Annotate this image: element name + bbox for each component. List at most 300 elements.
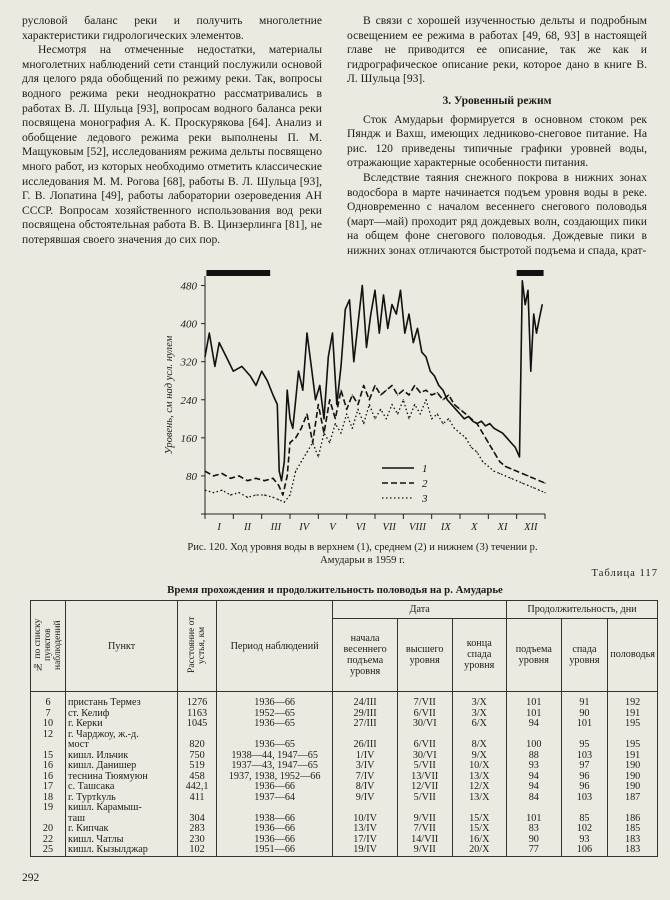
cell-flood: 190 bbox=[608, 761, 658, 772]
left-paragraph-2: Несмотря на отмеченные недостатки, материалы многолетних наблюдений сети станций послужили основой для целого ряда обобщений по режиму реки. Так, вопросы водного режима реки неоднократно рассматривались в работах В. Л. Шульца [93], вопросам водного баланса реки посвящена монография А. К. Проскурякова [64]. Анализ и обобщение ледового режима реки выполнены П. М. Мащуковым [52], исследованиям режима дельты посвящено много работ, из которых необходимо отметить классические исследования М. М. Рогова [68], работы В. Л. Шульца [93], Г. В. Лопатина [49], работы лаборатории озероведения АН СССР. Вопросам хозяйственного использования вод реки посвящена обстоятельная работа В. В. Цинзерлинга [81], не потерявшая своего значения до сих пор. bbox=[22, 43, 322, 246]
series-3-point bbox=[306, 452, 307, 453]
series-2-point bbox=[204, 471, 205, 472]
series-2-point bbox=[403, 390, 404, 391]
series-1-point bbox=[539, 318, 540, 319]
cell-name: кишл. Кызылджар bbox=[66, 845, 178, 856]
table-row bbox=[31, 782, 658, 793]
y-tick-label: 400 bbox=[180, 318, 197, 331]
cell-num: 10 bbox=[31, 719, 66, 730]
table-title: Время прохождения и продолжительность половодья на р. Амударье bbox=[167, 584, 503, 596]
series-1-point bbox=[459, 413, 460, 414]
series-1-point bbox=[396, 314, 397, 315]
series-2-point bbox=[499, 461, 500, 462]
series-3-point bbox=[493, 471, 494, 472]
cell-num: 25 bbox=[31, 845, 66, 856]
cell-period: 1937—64 bbox=[216, 793, 332, 804]
cell-num: 6 bbox=[31, 692, 66, 709]
series-1-point bbox=[298, 371, 299, 372]
series-1-point bbox=[442, 390, 443, 391]
series-3-point bbox=[204, 490, 205, 491]
cell-end: 13/X bbox=[452, 793, 506, 804]
series-2-point bbox=[425, 390, 426, 391]
series-2-point bbox=[289, 442, 290, 443]
series-3-point bbox=[255, 494, 256, 495]
series-2-point bbox=[295, 437, 296, 438]
series-2-point bbox=[238, 475, 239, 476]
cell-dist: 1045 bbox=[178, 719, 217, 730]
cell-start: 10/IV bbox=[333, 814, 398, 825]
cell-start: 1/IV bbox=[333, 751, 398, 762]
series-1-point bbox=[481, 421, 482, 422]
cell-rise: 101 bbox=[506, 814, 561, 825]
series-3-point bbox=[284, 502, 285, 503]
cell-name: теснина Тюямуюн bbox=[66, 772, 178, 783]
cell-start: 3/IV bbox=[333, 761, 398, 772]
series-3-point bbox=[247, 497, 248, 498]
series-3-point bbox=[301, 461, 302, 462]
series-1-point bbox=[306, 333, 307, 334]
series-2-point bbox=[448, 394, 449, 395]
series-2-point bbox=[397, 394, 398, 395]
cell-fall: 95 bbox=[561, 740, 608, 751]
left-text-column bbox=[22, 14, 322, 248]
series-2-point bbox=[278, 485, 279, 486]
table-row bbox=[31, 719, 658, 730]
series-2-point bbox=[539, 480, 540, 481]
series-2-point bbox=[318, 404, 319, 405]
cell-name: г. Туртkуль bbox=[66, 793, 178, 804]
series-3-point bbox=[312, 442, 313, 443]
cell-flood: 191 bbox=[608, 709, 658, 720]
cell-start: 17/IV bbox=[333, 835, 398, 846]
series-2-point bbox=[255, 478, 256, 479]
cell-end: 20/X bbox=[452, 845, 506, 856]
cell-fall: 103 bbox=[561, 751, 608, 762]
table-row bbox=[31, 740, 658, 751]
series-1-point bbox=[287, 390, 288, 391]
series-2-point bbox=[431, 394, 432, 395]
series-2-point bbox=[357, 404, 358, 405]
series-2-point bbox=[493, 452, 494, 453]
series-1-point bbox=[219, 342, 220, 343]
series-2-point bbox=[505, 466, 506, 467]
series-3-point bbox=[454, 428, 455, 429]
cell-dist: 1163 bbox=[178, 709, 217, 720]
series-2-point bbox=[476, 423, 477, 424]
table-row bbox=[31, 803, 658, 814]
series-3-point bbox=[448, 418, 449, 419]
series-3-point bbox=[431, 418, 432, 419]
cell-max: 30/VI bbox=[397, 719, 452, 730]
cell-max: 6/VII bbox=[397, 709, 452, 720]
series-3-point bbox=[278, 499, 279, 500]
cell-period: 1936—66 bbox=[216, 835, 332, 846]
cell-name: кишл. Ильчик bbox=[66, 751, 178, 762]
cell-max: 14/VII bbox=[397, 835, 452, 846]
series-2-point bbox=[522, 473, 523, 474]
series-1-point bbox=[357, 323, 358, 324]
cell-flood: 190 bbox=[608, 772, 658, 783]
series-3-point bbox=[357, 409, 358, 410]
header-duration-group: Продолжительность, дни bbox=[506, 601, 657, 619]
series-3-point bbox=[544, 492, 545, 493]
month-label: XI bbox=[497, 522, 508, 533]
cell-num: 16 bbox=[31, 772, 66, 783]
cell-name: г. Чарджоу, ж.-д. bbox=[66, 730, 178, 741]
cell-flood: 190 bbox=[608, 782, 658, 793]
cell-num: 12 bbox=[31, 730, 66, 741]
cell-period: 1952—65 bbox=[216, 709, 332, 720]
series-2-point bbox=[287, 475, 288, 476]
series-1-point bbox=[400, 290, 401, 291]
series-2-point bbox=[272, 478, 273, 479]
cell-max: 12/VII bbox=[397, 782, 452, 793]
series-3-point bbox=[522, 483, 523, 484]
series-1-point bbox=[489, 423, 490, 424]
series-2-point bbox=[420, 392, 421, 393]
series-2-point bbox=[374, 385, 375, 386]
cell-rise: 101 bbox=[506, 709, 561, 720]
series-3-point bbox=[386, 418, 387, 419]
header-distance: Расстояние от устья, км bbox=[178, 601, 217, 692]
series-3-point bbox=[335, 423, 336, 424]
header-date-max: высшего уровня bbox=[397, 618, 452, 691]
table-row bbox=[31, 845, 658, 856]
table-row bbox=[31, 824, 658, 835]
table-row bbox=[31, 709, 658, 720]
series-3-point bbox=[272, 497, 273, 498]
series-1-point bbox=[226, 356, 227, 357]
cell-rise: 94 bbox=[506, 719, 561, 730]
series-1-point bbox=[417, 328, 418, 329]
series-3-line bbox=[205, 400, 545, 502]
cell-dist: 411 bbox=[178, 793, 217, 804]
month-label: III bbox=[270, 522, 282, 533]
y-tick-label: 240 bbox=[180, 394, 197, 407]
cell-name: ст. Келиф bbox=[66, 709, 178, 720]
cell-end: 3/X bbox=[452, 709, 506, 720]
series-1-point bbox=[404, 333, 405, 334]
right-paragraph-2: Сток Амударьи формируется в основном стоком рек Пяндж и Вахш, имеющих ледниково-снеговое питание. На рис. 120 приведены типичные графики уровней воды, отражающие характерные особенности питания. bbox=[347, 112, 647, 170]
cell-flood: 192 bbox=[608, 692, 658, 709]
series-1-point bbox=[345, 309, 346, 310]
cell-end: 12/X bbox=[452, 782, 506, 793]
series-1-point bbox=[366, 347, 367, 348]
right-text-column bbox=[347, 14, 647, 259]
header-number: № по списку пунктов наблюдений bbox=[31, 601, 66, 692]
cell-start: 29/III bbox=[333, 709, 398, 720]
series-1-point bbox=[525, 304, 526, 305]
cell-rise: 84 bbox=[506, 793, 561, 804]
series-1-line bbox=[205, 281, 542, 481]
cell-fall: 102 bbox=[561, 824, 608, 835]
series-1-point bbox=[502, 433, 503, 434]
series-1-point bbox=[391, 304, 392, 305]
cell-dist: 230 bbox=[178, 835, 217, 846]
cell-flood: 195 bbox=[608, 719, 658, 730]
month-label: VIII bbox=[409, 522, 426, 533]
cell-name: кишл. Чатлы bbox=[66, 835, 178, 846]
series-2-point bbox=[510, 468, 511, 469]
series-1-point bbox=[451, 404, 452, 405]
series-3-point bbox=[380, 409, 381, 410]
series-2-point bbox=[306, 413, 307, 414]
series-3-point bbox=[488, 466, 489, 467]
series-1-point bbox=[340, 366, 341, 367]
series-1-point bbox=[315, 399, 316, 400]
y-tick-label: 80 bbox=[186, 470, 197, 483]
cell-dist: 1276 bbox=[178, 692, 217, 709]
series-1-point bbox=[353, 361, 354, 362]
series-1-point bbox=[527, 290, 528, 291]
cell-fall: 96 bbox=[561, 782, 608, 793]
series-3-point bbox=[230, 494, 231, 495]
cell-start: 9/IV bbox=[333, 793, 398, 804]
cell-period bbox=[216, 803, 332, 814]
series-1-point bbox=[279, 471, 280, 472]
series-2-point bbox=[488, 442, 489, 443]
series-3-point bbox=[476, 452, 477, 453]
cell-period: 1951—66 bbox=[216, 845, 332, 856]
series-1-point bbox=[302, 390, 303, 391]
cell-end: 15/X bbox=[452, 814, 506, 825]
cell-rise: 77 bbox=[506, 845, 561, 856]
series-1-point bbox=[292, 428, 293, 429]
cell-flood: 187 bbox=[608, 793, 658, 804]
cell-max: 7/VII bbox=[397, 692, 452, 709]
cell-dist: 102 bbox=[178, 845, 217, 856]
table-row bbox=[31, 814, 658, 825]
series-1-point bbox=[332, 333, 333, 334]
series-2-point bbox=[346, 409, 347, 410]
header-date-group: Дата bbox=[333, 601, 507, 619]
cell-start: 13/IV bbox=[333, 824, 398, 835]
series-1-point bbox=[447, 399, 448, 400]
cell-start: 8/IV bbox=[333, 782, 398, 793]
series-1-point bbox=[281, 480, 282, 481]
series-1-point bbox=[233, 371, 234, 372]
cell-name: с. Ташсака bbox=[66, 782, 178, 793]
cell-rise: 94 bbox=[506, 782, 561, 793]
cell-end: 8/X bbox=[452, 740, 506, 751]
cell-period: 1938—66 bbox=[216, 814, 332, 825]
cell-start: 26/III bbox=[333, 740, 398, 751]
left-paragraph-1: русловой баланс реки и получить многолетние характеристики гидрологических элементов. bbox=[22, 14, 322, 42]
cell-dist: 442,1 bbox=[178, 782, 217, 793]
water-level-chart bbox=[150, 262, 550, 552]
series-1-point bbox=[421, 352, 422, 353]
series-1-point bbox=[387, 328, 388, 329]
series-2-point bbox=[369, 399, 370, 400]
cell-max bbox=[397, 803, 452, 814]
series-1-point bbox=[425, 356, 426, 357]
cell-start bbox=[333, 803, 398, 814]
series-1-point bbox=[519, 456, 520, 457]
series-2-point bbox=[442, 399, 443, 400]
cell-period: 1936—65 bbox=[216, 719, 332, 730]
series-3-point bbox=[340, 433, 341, 434]
series-2-point bbox=[459, 409, 460, 410]
series-1-point bbox=[289, 418, 290, 419]
cell-name: кишл. Карамыш- bbox=[66, 803, 178, 814]
cell-start: 27/III bbox=[333, 719, 398, 730]
cell-name: мост bbox=[66, 740, 178, 751]
series-1-point bbox=[536, 333, 537, 334]
series-1-point bbox=[362, 285, 363, 286]
series-3-point bbox=[213, 492, 214, 493]
series-1-point bbox=[455, 409, 456, 410]
cell-end: 16/X bbox=[452, 835, 506, 846]
series-2-point bbox=[414, 385, 415, 386]
series-2-point bbox=[340, 390, 341, 391]
cell-fall: 97 bbox=[561, 761, 608, 772]
series-1-point bbox=[472, 421, 473, 422]
series-1-point bbox=[209, 333, 210, 334]
series-1-point bbox=[295, 399, 296, 400]
series-3-point bbox=[352, 428, 353, 429]
series-1-point bbox=[430, 371, 431, 372]
series-1-point bbox=[493, 428, 494, 429]
series-1-point bbox=[542, 304, 543, 305]
series-3-point bbox=[539, 490, 540, 491]
cell-period: 1936—65 bbox=[216, 740, 332, 751]
cell-dist: 820 bbox=[178, 740, 217, 751]
cell-name: г. Керки bbox=[66, 719, 178, 730]
series-2-point bbox=[533, 478, 534, 479]
cell-flood: 183 bbox=[608, 845, 658, 856]
series-3-point bbox=[499, 473, 500, 474]
series-1-point bbox=[464, 418, 465, 419]
cell-name: г. Кипчак bbox=[66, 824, 178, 835]
series-1-point bbox=[241, 366, 242, 367]
cell-start: 24/III bbox=[333, 692, 398, 709]
series-3-point bbox=[420, 413, 421, 414]
series-2-point bbox=[465, 413, 466, 414]
header-dur-fall: спада уровня bbox=[561, 618, 608, 691]
figure-caption: Рис. 120. Ход уровня воды в верхнем (1), среднем (2) и нижнем (3) течении р. Амударьи в 1959 г. bbox=[187, 542, 538, 566]
cell-dist: 283 bbox=[178, 824, 217, 835]
cell-end: 15/X bbox=[452, 824, 506, 835]
cell-end bbox=[452, 803, 506, 814]
series-3-point bbox=[289, 494, 290, 495]
cell-fall: 85 bbox=[561, 814, 608, 825]
cell-start: 7/IV bbox=[333, 772, 398, 783]
cell-num: 19 bbox=[31, 803, 66, 814]
month-label: X bbox=[470, 522, 478, 533]
cell-period: 1936—66 bbox=[216, 782, 332, 793]
series-3-point bbox=[221, 490, 222, 491]
header-date-start: начала весеннего подъема уровня bbox=[333, 618, 398, 691]
series-2-point bbox=[380, 394, 381, 395]
cell-flood: 183 bbox=[608, 835, 658, 846]
legend-label-3: 3 bbox=[422, 493, 428, 505]
month-label: V bbox=[329, 522, 336, 533]
series-2-point bbox=[386, 390, 387, 391]
series-3-point bbox=[323, 433, 324, 434]
cell-rise: 83 bbox=[506, 824, 561, 835]
cell-num bbox=[31, 740, 66, 751]
series-2-point bbox=[527, 475, 528, 476]
cell-fall: 106 bbox=[561, 845, 608, 856]
series-1-point bbox=[374, 290, 375, 291]
series-3-point bbox=[533, 487, 534, 488]
series-2-point bbox=[335, 418, 336, 419]
cell-max: 30/VI bbox=[397, 751, 452, 762]
cell-flood bbox=[608, 803, 658, 814]
legend-label-2: 2 bbox=[422, 478, 428, 490]
cell-rise: 100 bbox=[506, 740, 561, 751]
series-3-point bbox=[408, 418, 409, 419]
cell-num: 22 bbox=[31, 835, 66, 846]
table-row bbox=[31, 761, 658, 772]
header-dur-flood: половодья bbox=[608, 618, 658, 691]
series-1-point bbox=[485, 425, 486, 426]
cell-end: 9/X bbox=[452, 751, 506, 762]
cell-end: 3/X bbox=[452, 692, 506, 709]
table-row bbox=[31, 772, 658, 783]
cell-num: 16 bbox=[31, 761, 66, 772]
series-2-point bbox=[391, 385, 392, 386]
cell-fall bbox=[561, 803, 608, 814]
cell-max: 9/VII bbox=[397, 845, 452, 856]
table-row bbox=[31, 730, 658, 741]
series-2-point bbox=[247, 480, 248, 481]
series-2-point bbox=[363, 385, 364, 386]
cell-num: 15 bbox=[31, 751, 66, 762]
cell-max: 9/VII bbox=[397, 814, 452, 825]
series-3-point bbox=[369, 404, 370, 405]
cell-rise: 88 bbox=[506, 751, 561, 762]
series-3-point bbox=[329, 442, 330, 443]
cell-flood: 186 bbox=[608, 814, 658, 825]
cell-rise: 101 bbox=[506, 692, 561, 709]
section-heading: 3. Уровенный режим bbox=[442, 93, 552, 107]
series-1-point bbox=[408, 314, 409, 315]
series-1-point bbox=[328, 356, 329, 357]
series-1-point bbox=[379, 333, 380, 334]
series-3-point bbox=[505, 475, 506, 476]
month-label: I bbox=[217, 522, 221, 533]
cell-dist: 458 bbox=[178, 772, 217, 783]
cell-end: 10/X bbox=[452, 761, 506, 772]
series-3-point bbox=[295, 471, 296, 472]
series-3-point bbox=[397, 413, 398, 414]
cell-name: таш bbox=[66, 814, 178, 825]
cell-dist bbox=[178, 803, 217, 814]
cell-period: 1937, 1938, 1952—66 bbox=[216, 772, 332, 783]
table-row bbox=[31, 692, 658, 709]
legend-label-1: 1 bbox=[422, 463, 428, 475]
series-3-point bbox=[414, 404, 415, 405]
cell-start: 19/IV bbox=[333, 845, 398, 856]
cell-max: 7/VII bbox=[397, 824, 452, 835]
series-2-point bbox=[471, 418, 472, 419]
series-3-point bbox=[442, 423, 443, 424]
series-2-point bbox=[213, 475, 214, 476]
cell-fall: 103 bbox=[561, 793, 608, 804]
series-3-point bbox=[459, 433, 460, 434]
series-3-point bbox=[346, 413, 347, 414]
cell-max: 5/VII bbox=[397, 761, 452, 772]
cell-period: 1936—66 bbox=[216, 824, 332, 835]
series-3-point bbox=[264, 494, 265, 495]
series-1-point bbox=[284, 461, 285, 462]
series-3-point bbox=[437, 413, 438, 414]
series-3-point bbox=[482, 461, 483, 462]
cell-end: 13/X bbox=[452, 772, 506, 783]
series-3-point bbox=[403, 399, 404, 400]
cell-flood: 195 bbox=[608, 740, 658, 751]
